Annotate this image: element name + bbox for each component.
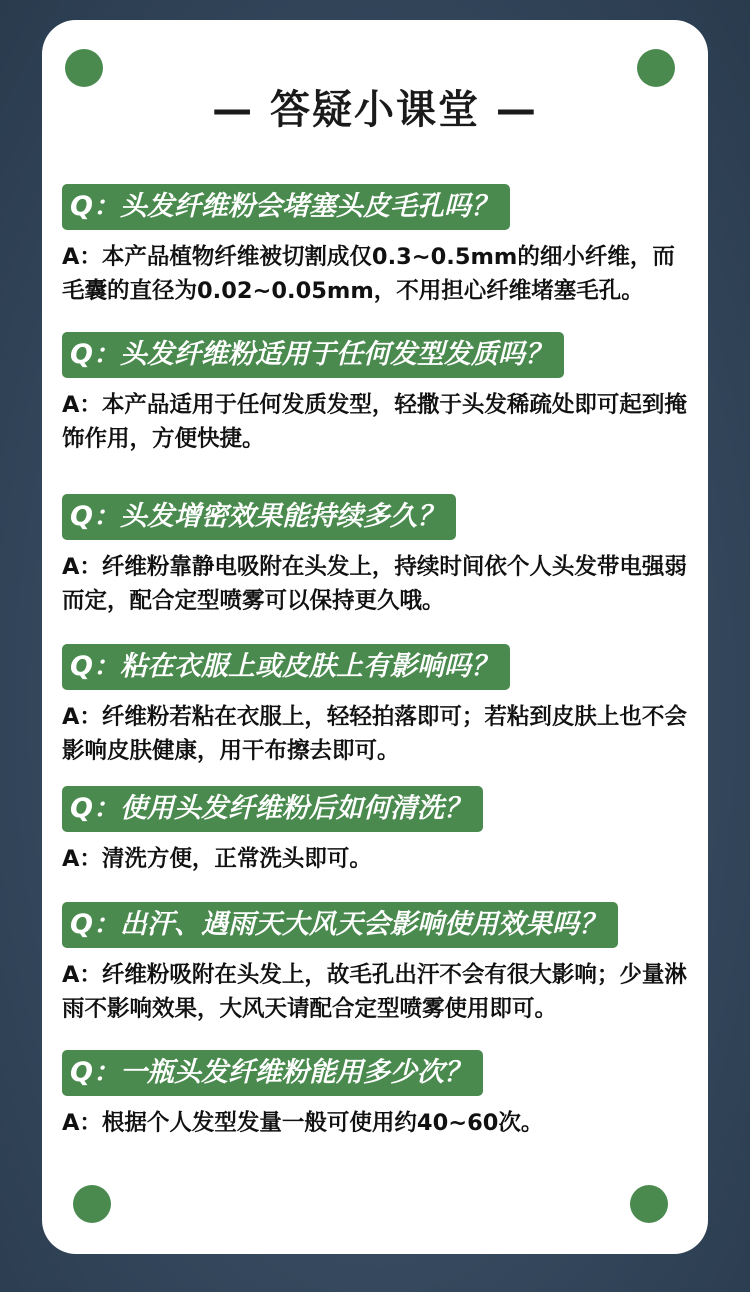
question-label: Q：粘在衣服上或皮肤上有影响吗？ — [62, 644, 510, 690]
faq-card — [42, 20, 708, 1254]
answer-text: A：纤维粉吸附在头发上，故毛孔出汗不会有很大影响；少量淋雨不影响效果，大风天请配合定型喷雾使用即可。 — [62, 962, 687, 1022]
answer-text: A：纤维粉若粘在衣服上，轻轻拍落即可；若粘到皮肤上也不会影响皮肤健康，用干布擦去即可。 — [62, 704, 687, 764]
faq-item — [62, 1050, 688, 1140]
faq-item — [62, 902, 688, 1026]
faq-item — [62, 184, 688, 308]
faq-item — [62, 786, 688, 876]
question-label: Q：头发纤维粉适用于任何发型发质吗？ — [62, 332, 564, 378]
corner-dot — [630, 1185, 668, 1223]
faq-item — [62, 332, 688, 456]
faq-item — [62, 494, 688, 618]
answer-text: A：根据个人发型发量一般可使用约40~60次。 — [62, 1110, 544, 1136]
answer-text: A：清洗方便，正常洗头即可。 — [62, 846, 372, 872]
answer-text: A：本产品植物纤维被切割成仅0.3~0.5mm的细小纤维，而毛囊的直径为0.02~0.05mm，不用担心纤维堵塞毛孔。 — [62, 244, 675, 304]
question-label: Q：使用头发纤维粉后如何清洗？ — [62, 786, 483, 832]
question-label: Q：出汗、遇雨天大风天会影响使用效果吗？ — [62, 902, 618, 948]
answer-text: A：本产品适用于任何发质发型，轻撒于头发稀疏处即可起到掩饰作用，方便快捷。 — [62, 392, 687, 452]
answer-text: A：纤维粉靠静电吸附在头发上，持续时间依个人头发带电强弱而定，配合定型喷雾可以保持更久哦。 — [62, 554, 687, 614]
faq-item — [62, 644, 688, 768]
question-label: Q：头发增密效果能持续多久？ — [62, 494, 456, 540]
question-label: Q：头发纤维粉会堵塞头皮毛孔吗？ — [62, 184, 510, 230]
page-title: — 答疑小课堂 — — [212, 87, 538, 133]
corner-dot — [73, 1185, 111, 1223]
question-label: Q：一瓶头发纤维粉能用多少次？ — [62, 1050, 483, 1096]
